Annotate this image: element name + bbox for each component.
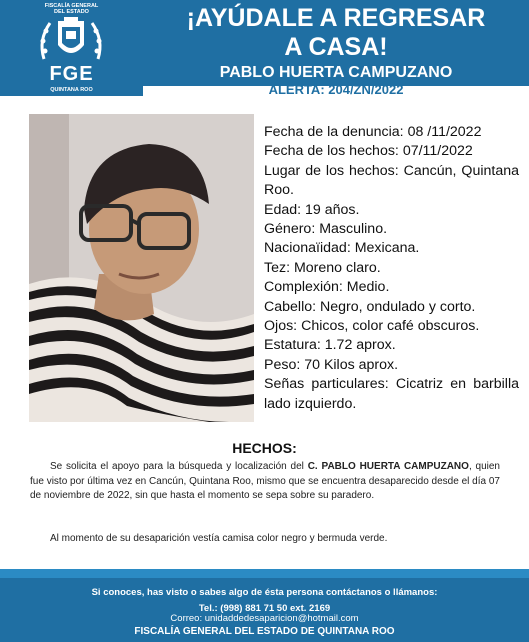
detail-marks: Señas particulares: Cicatriz en barbilla lado izquierdo. bbox=[264, 376, 519, 412]
poster-title-line1: ¡AYÚDALE A REGRESAR bbox=[186, 4, 486, 32]
alert-code: ALERTA: 204/ZN/2022 bbox=[268, 86, 404, 96]
clothing-paragraph: Al momento de su desaparición vestía camisa color negro y bermuda verde. bbox=[50, 533, 388, 544]
contact-email[interactable]: Correo: unidaddedesaparicion@hotmail.com bbox=[170, 613, 359, 624]
footer-accent-strip bbox=[0, 569, 529, 578]
detail-weight: Peso: 70 Kilos aprox. bbox=[264, 356, 399, 373]
person-portrait-icon bbox=[29, 114, 254, 422]
poster-title-line2: A CASA! bbox=[284, 33, 388, 61]
detail-skin: Tez: Moreno claro. bbox=[264, 259, 381, 276]
agency-state: QUINTANA ROO bbox=[50, 87, 93, 93]
facts-paragraph: Se solicita el apoyo para la búsqueda y localización del C. PABLO HUERTA CAMPUZANO, quien fue visto por última vez en Cancún, Quintana Roo, mismo que se encuentra desaparecido desde el día 07 de noviembre de 2022, sin que hasta el momento se sepa sobre su paradero. bbox=[30, 461, 500, 502]
person-details bbox=[264, 123, 519, 414]
agency-acronym: FGE bbox=[49, 63, 94, 85]
contact-phone[interactable]: Tel.: (998) 881 71 50 ext. 2169 bbox=[198, 603, 331, 614]
missing-person-photo bbox=[29, 114, 254, 422]
agency-name-line2: DEL ESTADO bbox=[54, 9, 89, 15]
facts-heading: HECHOS: bbox=[232, 440, 297, 456]
footer-agency-name: FISCALÍA GENERAL DEL ESTADO DE QUINTANA ROO bbox=[134, 626, 395, 637]
agency-logo bbox=[0, 0, 143, 96]
detail-report-date: Fecha de la denuncia: 08 /11/2022 bbox=[264, 124, 482, 140]
detail-height: Estatura: 1.72 aprox. bbox=[264, 337, 396, 354]
detail-age: Edad: 19 años. bbox=[264, 201, 360, 218]
detail-location: Lugar de los hechos: Cancún, Quintana Roo. bbox=[264, 162, 519, 199]
agency-name-line1: FISCALÍA GENERAL bbox=[44, 3, 99, 9]
title-banner bbox=[143, 0, 529, 96]
alert-code-strip bbox=[143, 86, 529, 96]
detail-build: Complexión: Medio. bbox=[264, 279, 390, 296]
poster-header bbox=[0, 0, 529, 96]
detail-gender: Género: Masculino. bbox=[264, 221, 388, 238]
detail-hair: Cabello: Negro, ondulado y corto. bbox=[264, 298, 476, 315]
person-name-inline: C. PABLO HUERTA CAMPUZANO bbox=[307, 461, 469, 472]
detail-eyes: Ojos: Chicos, color café obscuros. bbox=[264, 318, 480, 335]
missing-person-name: PABLO HUERTA CAMPUZANO bbox=[219, 64, 453, 81]
contact-callout: Si conoces, has visto o sabes algo de ésta persona contáctanos o llámanos: bbox=[91, 587, 438, 598]
detail-event-date: Fecha de los hechos: 07/11/2022 bbox=[264, 143, 473, 160]
coat-of-arms-icon bbox=[36, 15, 106, 65]
detail-nationality: Nacionaïidad: Mexicana. bbox=[264, 240, 420, 257]
